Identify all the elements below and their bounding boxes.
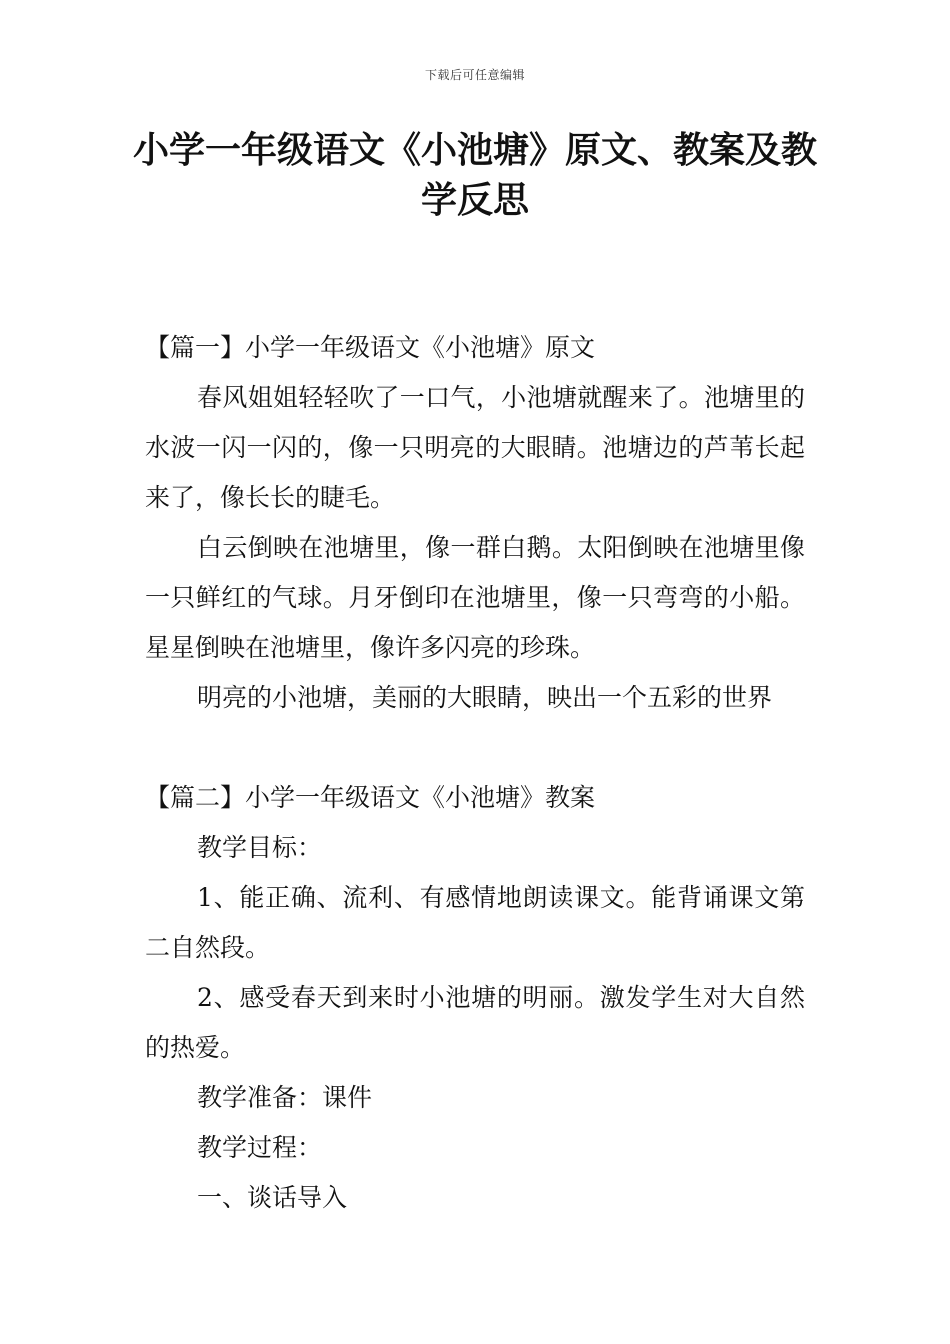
- section-heading-2: 【篇二】小学一年级语文《小池塘》教案: [145, 783, 596, 812]
- paragraph: 教学目标：: [197, 833, 323, 862]
- paragraph: 教学过程：: [197, 1133, 323, 1162]
- header-note: 下载后可任意编辑: [424, 68, 525, 82]
- paragraph: 教学准备：课件: [197, 1083, 373, 1112]
- section-gap: [145, 723, 805, 773]
- paragraph: 明亮的小池塘，美丽的大眼睛，映出一个五彩的世界: [197, 683, 773, 712]
- paragraph: 1、能正确、流利、有感情地朗读课文。能背诵课文第二自然段。: [145, 883, 805, 962]
- paragraph: 2、感受春天到来时小池塘的明丽。激发学生对大自然的热爱。: [145, 983, 805, 1062]
- paragraph: 一、谈话导入: [197, 1183, 348, 1212]
- paragraph: 白云倒映在池塘里，像一群白鹅。太阳倒映在池塘里像一只鲜红的气球。月牙倒印在池塘里，像一只弯弯的小船。星星倒映在池塘里，像许多闪亮的珍珠。: [145, 533, 805, 662]
- paragraph: 春风姐姐轻轻吹了一口气，小池塘就醒来了。池塘里的水波一闪一闪的，像一只明亮的大眼睛。池塘边的芦苇长起来了，像长长的睫毛。: [145, 383, 805, 512]
- section-heading-1: 【篇一】小学一年级语文《小池塘》原文: [145, 333, 596, 362]
- document-title: 小学一年级语文《小池塘》原文、教案及教学反思: [132, 130, 817, 221]
- document-body: [145, 323, 805, 1223]
